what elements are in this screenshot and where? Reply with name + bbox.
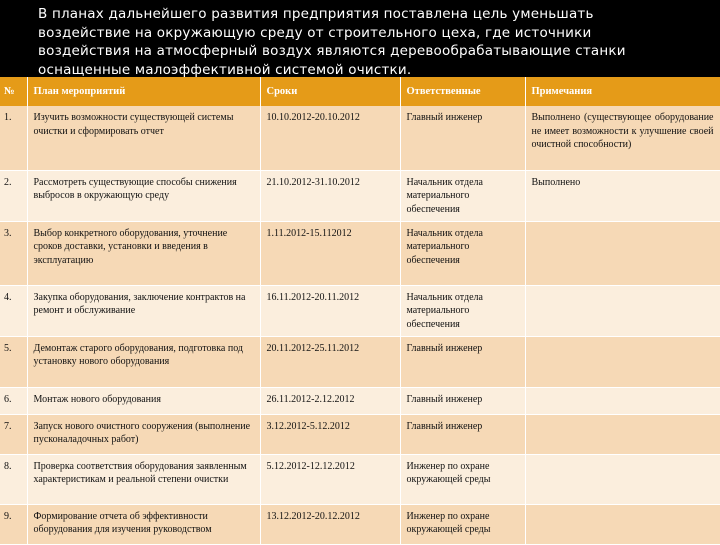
- row-num: 1.: [0, 106, 27, 170]
- row-notes: [525, 221, 720, 285]
- row-dates: 21.10.2012-31.10.2012: [260, 170, 400, 221]
- row-plan: Демонтаж старого оборудования, подготовка под установку нового оборудования: [27, 336, 260, 387]
- row-responsible: Инженер по охране окружающей среды: [400, 454, 525, 504]
- header-dates: Сроки: [260, 77, 400, 106]
- table-row: [0, 504, 720, 544]
- row-plan: Монтаж нового оборудования: [27, 387, 260, 414]
- row-num: 6.: [0, 387, 27, 414]
- row-num: 9.: [0, 504, 27, 544]
- row-dates: 20.11.2012-25.11.2012: [260, 336, 400, 387]
- row-dates: 10.10.2012-20.10.2012: [260, 106, 400, 170]
- table-row: [0, 106, 720, 170]
- row-notes: [525, 285, 720, 336]
- row-notes: [525, 336, 720, 387]
- row-notes: [525, 454, 720, 504]
- row-responsible: Инженер по охране окружающей среды: [400, 504, 525, 544]
- row-plan: Проверка соответствия оборудования заявленным характеристикам и реальной степени очистки: [27, 454, 260, 504]
- table-row: [0, 170, 720, 221]
- header-notes: Примечания: [525, 77, 720, 106]
- row-dates: 5.12.2012-12.12.2012: [260, 454, 400, 504]
- row-responsible: Главный инженер: [400, 336, 525, 387]
- table-row: [0, 387, 720, 414]
- row-plan: Закупка оборудования, заключение контрактов на ремонт и обслуживание: [27, 285, 260, 336]
- row-notes: [525, 387, 720, 414]
- header-responsible: Ответственные: [400, 77, 525, 106]
- table-row: [0, 414, 720, 454]
- row-dates: 1.11.2012-15.112012: [260, 221, 400, 285]
- row-responsible: Главный инженер: [400, 106, 525, 170]
- header-num: №: [0, 77, 27, 106]
- row-num: 8.: [0, 454, 27, 504]
- row-num: 5.: [0, 336, 27, 387]
- row-responsible: Главный инженер: [400, 414, 525, 454]
- row-plan: Выбор конкретного оборудования, уточнение сроков доставки, установки и введения в эксплуатацию: [27, 221, 260, 285]
- row-plan: Формирование отчета об эффективности оборудования для изучения руководством: [27, 504, 260, 544]
- row-dates: 13.12.2012-20.12.2012: [260, 504, 400, 544]
- table-row: [0, 285, 720, 336]
- row-dates: 16.11.2012-20.11.2012: [260, 285, 400, 336]
- row-notes: [525, 504, 720, 544]
- table-header-row: [0, 77, 720, 106]
- row-responsible: Начальник отдела материального обеспечения: [400, 221, 525, 285]
- row-dates: 3.12.2012-5.12.2012: [260, 414, 400, 454]
- header-plan: План мероприятий: [27, 77, 260, 106]
- row-num: 2.: [0, 170, 27, 221]
- row-plan: Запуск нового очистного сооружения (выполнение пусконаладочных работ): [27, 414, 260, 454]
- table-row: [0, 221, 720, 285]
- row-responsible: Начальник отдела материального обеспечения: [400, 285, 525, 336]
- row-dates: 26.11.2012-2.12.2012: [260, 387, 400, 414]
- row-num: 4.: [0, 285, 27, 336]
- intro-text: В планах дальнейшего развития предприятия поставлена цель уменьшать воздействие на окружающую среду от строительного цеха, где источники воздействия на атмосферный воздух являются деревообрабатывающие станки оснащенные малоэффективной системой очистки.: [38, 6, 626, 78]
- row-responsible: Начальник отдела материального обеспечения: [400, 170, 525, 221]
- row-responsible: Главный инженер: [400, 387, 525, 414]
- row-plan: Рассмотреть существующие способы снижения выбросов в окружающую среду: [27, 170, 260, 221]
- row-notes: Выполнено: [525, 170, 720, 221]
- row-num: 7.: [0, 414, 27, 454]
- row-plan: Изучить возможности существующей системы очистки и сформировать отчет: [27, 106, 260, 170]
- row-num: 3.: [0, 221, 27, 285]
- row-notes: Выполнено (существующее оборудование не имеет возможности к улучшение своей очистной способности): [525, 106, 720, 170]
- row-notes: [525, 414, 720, 454]
- table-row: [0, 454, 720, 504]
- action-plan-table: [0, 77, 720, 545]
- table-row: [0, 336, 720, 387]
